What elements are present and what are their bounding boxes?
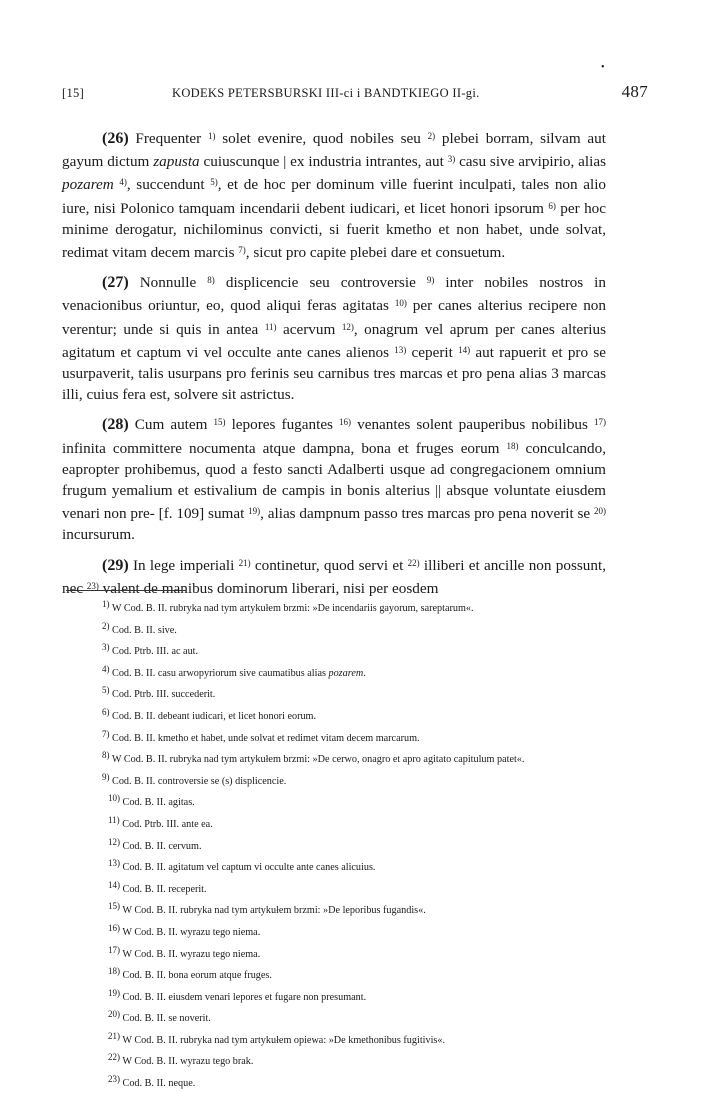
footnote-ref: 10) [394,298,407,309]
footnote [68,790,608,812]
text-run: aut rapuerit et pro se usurpaverit, talis usurpans pro ferinis seu carnibus tres marcas et pro pena alias 3 marcas illi, cuius fera est, solvere sit astrictus. [62,343,606,404]
footnote-ref: 1) [207,131,216,141]
footnote-separator [66,590,186,591]
footnote [68,920,608,942]
text-run: Cum autem [128,416,214,434]
running-header [62,82,648,110]
footnote-number: 18) [108,966,120,977]
text-run: lepores fugantes [225,416,340,434]
footnote [68,963,608,985]
text-run: cuiuscunque | ex industria intrantes, aut [199,153,448,171]
text-run: , succendunt [126,176,211,194]
footnote-ref: 12) [341,321,354,332]
footnote-text: W Cod. B. II. wyrazu tego brak. [120,1056,254,1068]
footnote-ref: 16) [339,417,352,428]
footnote-ref: 20) [594,506,606,517]
footnote-number: 12) [108,836,120,847]
footnote [68,834,608,856]
article-number: (26) [102,130,129,147]
footnote-number: 7) [102,728,110,739]
footnote-italic: pozarem [328,667,364,679]
text-run: , sicut pro capite plebei dare et consuetum. [245,244,506,262]
footnote-text: Cod. Ptrb. III. ac aut. [109,646,199,658]
footnote-text: W Cod. B. II. wyrazu tego niema. [120,926,261,938]
footnote-ref: 8) [207,275,215,286]
text-run: plebei borram, silvam aut gayum dictum [62,130,606,171]
footnote-number: 13) [108,858,120,869]
footnote-ref: 17) [594,417,606,428]
footnote-number: 16) [108,922,120,933]
footnote-text: Cod. B. II. cervum. [120,840,202,852]
footnote-number: 15) [108,901,120,912]
footnote-number: 9) [102,771,110,782]
footnote-text: Cod. B. II. casu arwopyriorum sive caumatibus alias [109,667,329,679]
footnote-ref: 7) [238,245,246,256]
text-run: acervum [276,320,342,338]
footnote-ref: 14) [458,344,471,355]
footnote [68,898,608,920]
footnote [68,855,608,877]
text-run: ceperit [406,343,459,361]
footnote-ref: 9) [426,275,435,286]
footnote-number: 11) [108,814,120,825]
footnote-number: 5) [102,685,110,696]
footnote-ref: 13) [394,344,407,355]
text-run: inter nobiles nostros in venacionibus oriuntur, eo, quod aliqui feras agitatas [62,274,606,315]
text-run: infinita committere nocumenta atque dampna, bona et fruges eorum [62,439,507,457]
italic-term: pozarem [62,176,114,194]
header-section-number: [15] [62,86,85,100]
paragraph [62,553,606,599]
footnote-number: 8) [102,750,110,761]
footnote-text: Cod. B. II. neque. [120,1078,196,1090]
footnote [68,661,608,683]
footnote-number: 4) [102,663,110,674]
text-run: valent de manibus dominorum liberari, nisi per eosdem [98,579,439,597]
footnote-text: W Cod. B. II. wyrazu tego niema. [120,948,261,960]
footnote-ref: 21) [238,557,251,568]
footnote-text: Cod. Ptrb. III. succederit. [109,689,216,701]
footnote-number: 6) [102,706,110,717]
page-number: 487 [621,82,648,101]
footnote-text: Cod. B. II. bona eorum atque fruges. [120,970,272,982]
text-run: per canes alterius recipere non verentur; unde si quis in antea [62,297,606,338]
footnote-number: 17) [108,944,120,955]
footnote-number: 23) [108,1074,120,1085]
footnote-number: 22) [108,1052,120,1063]
footnote-ref: 19) [248,506,261,517]
margin-mark: • [601,62,605,73]
footnote [68,1049,608,1071]
footnote-number: 20) [108,1009,120,1020]
text-run: , onagrum vel aprum per canes alterius agitatum et captum vi vel occulte ante canes alienos [62,320,606,361]
text-run: Nonnulle [128,274,208,292]
footnote-ref: 15) [213,417,226,428]
text-run: per hoc minime derogatur, nichilominus convicti, si fuerit kmetho et non habet, unde solvat, redimat vitam decem marcis [62,199,606,262]
text-run: illiberi et ancille non possunt, nec [62,556,606,597]
article-number: (27) [102,274,129,292]
footnote-ref: 23) [86,580,99,591]
footnote-text: W Cod. B. II. rubryka nad tym artykułem brzmi: »De leporibus fugandis«. [120,905,426,917]
text-run: continetur, quod servi et [250,556,408,574]
paragraph [62,126,606,263]
footnote-text-end: . [363,667,366,679]
footnote-ref: 22) [407,557,420,568]
footnote [68,639,608,661]
footnote-number: 10) [108,793,120,804]
footnote-ref: 3) [447,154,456,165]
text-run: venantes solent pauperibus nobilibus [351,416,594,434]
footnote-ref: 11) [264,321,277,332]
footnote-text: W Cod. B. II. rubryka nad tym artykułem brzmi: »De incendariis gayorum, sareptarum«. [109,603,474,614]
footnote-number: 3) [102,642,110,653]
footnote-number: 1) [102,599,110,609]
footnote-text: W Cod. B. II. rubryka nad tym artykułem brzmi: »De cerwo, onagro et apro agitato capitulum patet«. [109,754,525,766]
article-number: (29) [102,556,129,574]
paragraph [62,270,606,405]
footnote [68,769,608,791]
footnote [68,596,608,618]
footnote [68,704,608,726]
footnote [68,877,608,899]
footnote-number: 19) [108,987,120,998]
text-run: In lege imperiali [128,556,239,574]
text-run: Frequenter [128,130,208,147]
footnote-text: Cod. B. II. kmetho et habet, unde solvat et redimet vitam decem marcarum. [109,732,420,744]
italic-term: zapusta [153,153,200,171]
footnote-ref: 6) [548,200,556,211]
main-text [62,126,606,606]
footnote-text: Cod. B. II. sive. [109,624,177,636]
text-run: incursurum. [62,526,135,544]
footnote [68,812,608,834]
footnote-number: 2) [102,620,110,631]
footnote [68,1028,608,1050]
text-run: conculcando, eapropter prohibemus, quod a festo sancti Adalberti usque ad congregacionem omnium frugum yemalium et estivalium de campis in bonis alterius || absque voluntate eiusdem venari non pre- [f. 109] sumat [62,439,607,523]
text-run: displicencie seu controversie [214,274,427,292]
text-run: solet evenire, quod nobiles seu [215,130,428,147]
article-number: (28) [102,416,129,434]
footnote [68,682,608,704]
footnote-number: 14) [108,879,120,890]
footnote-text: Cod. B. II. eiusdem venari lepores et fugare non presumant. [120,991,367,1003]
footnote-ref: 5) [210,177,218,188]
footnote [68,1071,608,1093]
footnote [68,726,608,748]
footnote [68,985,608,1007]
footnote-text: Cod. B. II. debeant iudicari, et licet honori eorum. [109,710,317,722]
footnote-text: Cod. B. II. agitatum vel captum vi occulte ante canes alicuius. [120,862,376,874]
paragraph [62,412,606,545]
footnote-text: Cod. B. II. se noverit. [120,1013,211,1025]
footnote-ref: 2) [427,131,436,141]
footnote-text: W Cod. B. II. rubryka nad tym artykułem opiewa: »De kmethonibus fugitivis«. [120,1034,446,1046]
footnote-ref: 18) [506,440,519,451]
footnote [68,1006,608,1028]
footnote [68,942,608,964]
footnote-text: Cod. Ptrb. III. ante ea. [119,818,213,830]
footnote-text: Cod. B. II. receperit. [120,883,207,895]
text-run: , et de hoc per dominum ville fuerint inculpati, tales non alio iure, nisi Polonico tamquam incendarii debent iudicari, et licet honori ipsorum [62,176,607,217]
text-run: , alias dampnum passo tres marcas pro pena noverit se [260,505,594,523]
header-title: KODEKS PETERSBURSKI III-ci i BANDTKIEGO II-gi. [172,86,480,100]
footnote-text: Cod. B. II. agitas. [120,797,195,809]
footnote-number: 21) [108,1030,120,1041]
footnote [68,747,608,769]
footnotes [68,596,608,1093]
footnote [68,618,608,640]
footnote-ref: 4) [119,177,127,188]
text-run: casu sive arvipirio, alias [455,153,607,171]
footnote-text: Cod. B. II. controversie se (s) displicencie. [109,775,287,787]
